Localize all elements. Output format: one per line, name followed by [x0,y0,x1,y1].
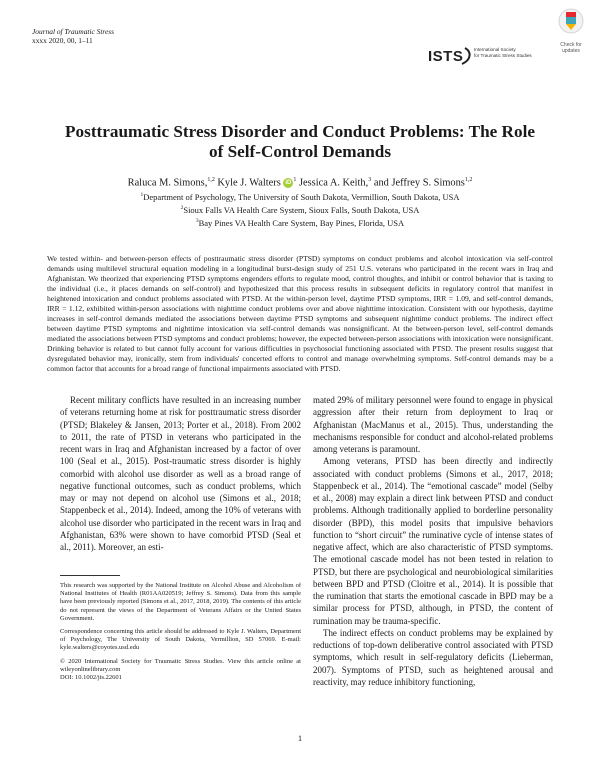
footnotes [60,582,301,687]
author-name: Jessica A. Keith, [298,177,369,189]
affiliation-text: Bay Pines VA Health Care System, Bay Pines, Florida, USA [198,217,405,228]
ists-logo[interactable] [428,44,543,70]
author-name: and Jeffrey S. Simons [373,177,465,189]
page-number: 1 [297,733,303,743]
ists-org-name [474,47,544,58]
funding-note: This research was supported by the National Institute on Alcohol Abuse and Alcoholism of National Institutes of Health (R01AA020519; Jeffrey S. Simons). Data from this sample have been previously reported (Simons et al., 2017, 2018, 2019). The contents of this article do not represent the views of the Department of Veterans Affairs or the United States Government. [60,582,301,622]
ists-logo-text: ISTS [428,48,464,65]
copyright-note: © 2020 International Society for Traumatic Stress Studies. View this article online at wileyonlinelibrary.com [60,657,301,673]
ists-org-line2: for Traumatic Stress Studies [474,52,532,58]
author-sup: 1 [293,177,297,183]
crossmark-line1: Check for [560,42,582,48]
affiliation-sup: 1 [140,192,144,198]
check-for-updates-badge[interactable] [551,8,591,56]
footnote-divider [60,575,120,576]
correspondence-note: Correspondence concerning this article should be addressed to Kyle J. Walters, Department of Psychology, The University of South Dakota, Vermillion, SD 57069. E-mail: kyle.walters@coyotes.usd.edu [60,628,301,652]
author-sup: 1,2 [464,177,473,183]
affiliation [90,216,510,229]
article-title [40,122,560,162]
ists-org-line1: International Society [474,47,516,52]
affiliation [90,190,510,203]
body-paragraph: Among veterans, PTSD has been directly and indirectly associated with conduct problems (Simons et al., 2017, 2018; Stappenbeck et al., 2014). The “emotional cascade” model (Selby et al., 2008) may explain a direct link between PTSD and conduct problems. Although traditionally applied to borderline personality disorder (BPD), this model posits that impulsive behaviors function to “short circuit” the ruminative cycle of intense states of negative affect, which are also characteristic of PTSD symptoms. The emotional cascade model has not been tested in relation to PTSD, but there are psychological and neurobiological similarities between BPD and PTSD (Cloitre et al., 2014). It is possible that the rumination that starts the emotional cascade in BPD may be a similar process for PTSD, although, in PTSD, the content of rumination may be trauma-specific. [313,456,553,626]
body-column-left [60,394,301,553]
affiliation-text: Department of Psychology, The University of South Dakota, Vermillion, South Dakota, USA [143,191,460,202]
author-name: Kyle J. Walters [217,177,281,189]
doi-note: DOI: 10.1002/jts.22601 [60,674,122,682]
author-sup: 3 [368,177,372,183]
crossmark-line2: updates [562,47,580,54]
journal-header [32,27,114,45]
crossmark-label [551,43,591,54]
body-paragraph: The indirect effects on conduct problems may be explained by reductions of top-down deliberative control associated with PTSD symptoms, which result in self-regulatory deficits (Lieberman, 2007). Symptoms of PTSD, such as heightened arousal and reactivity, may reduce inhibitory functioning, [313,627,553,687]
title-line1: Posttraumatic Stress Disorder and Conduct Problems: The Role [65,122,535,141]
author-sup: 1,2 [207,177,215,183]
abstract: We tested within- and between-person effects of posttraumatic stress disorder (PTSD) symptoms on conduct problems and alcohol intoxication via self-control demands using multilevel structural equation modeling in a longitudinal burst-design study of 251 U.S. veterans who participated in the recent wars in Iraq and Afghanistan. We theorized that experiencing PTSD symptoms engenders efforts to regulate mood, control thoughts, and inhibit or control behavior that is taxing to the individual (i.e., it places demands on self-control) and hypothesized that this process results in subsequent deficits in regulatory control that manifest in heightened intoxication and conduct problems associated with PTSD. At the within-person level, daytime PTSD symptoms, IRR = 1.09, and self-control demands, IRR = 1.12, exhibited within-person associations with nighttime conduct problems over and above nighttime intoxication. Consistent with our hypothesis, daytime increases in self-control demands mediated the associations between daytime PTSD symptoms and subsequent nighttime conduct problems. The indirect effect between daytime PTSD symptoms and nighttime intoxication via self-control demands was nonsignificant. At the between-person level, self-control demands mediated the associations between PTSD symptoms and conduct problems; however, the expected between-person associations with intoxication were nonsignificant. Drinking behavior is related to but cannot fully account for various difficulties in psychosocial functioning associated with PTSD. The present results suggest that dysregulated behavior may, ironically, stem from individuals' concerted efforts to control and manage overwhelming symptoms. Self-control demands may be a common factor that accounts for a broad range of functional impairments associated with PTSD. [47,254,553,373]
affiliation-text: Sioux Falls VA Health Care System, Sioux Falls, South Dakota, USA [183,204,420,215]
affiliation-sup: 3 [195,217,199,224]
affiliation-sup: 2 [180,204,184,211]
crossmark-icon [551,8,591,36]
journal-name: Journal of Traumatic Stress [32,27,115,36]
body-paragraph: Recent military conflicts have resulted in an increasing number of veterans returning home at risk for posttraumatic stress disorder (PTSD; Blakeley & Jansen, 2013; Porter et al., 2018). From 2002 to 2011, the rate of PTSD in veterans who participated in the recent wars in Iraq and Afghanistan increased by a factor of over 100 (Seal et al., 2015). Post-traumatic stress disorder is highly comorbid with alcohol use disorder as well as a broad range of negative functional outcomes, such as conduct problems, which may or may not depend on alcohol use (Simons et al., 2018; Stappenbeck et al., 2014). Indeed, among the 10% of veterans with alcohol use disorder who participated in the recent wars in Iraq and Afghanistan, 63% were shown to have comorbid PTSD (Seal et al., 2011). Moreover, an esti- [60,395,301,552]
affiliations [90,190,510,228]
affiliation [90,203,510,216]
journal-issue: xxxx 2020, 00, 1–11 [32,36,93,45]
body-paragraph: mated 29% of military personnel were found to engage in physical aggression after their return from deployment to Iraq or Afghanistan (MacManus et al., 2015). Thus, understanding the mechanisms responsible for conduct and alcohol-related problems among veterans is paramount. [313,395,553,454]
orcid-icon[interactable]: iD [285,180,292,187]
title-line2: of Self-Control Demands [208,142,392,161]
author-name: Raluca M. Simons, [127,177,208,189]
author-list [60,174,540,189]
body-column-right [313,394,553,688]
